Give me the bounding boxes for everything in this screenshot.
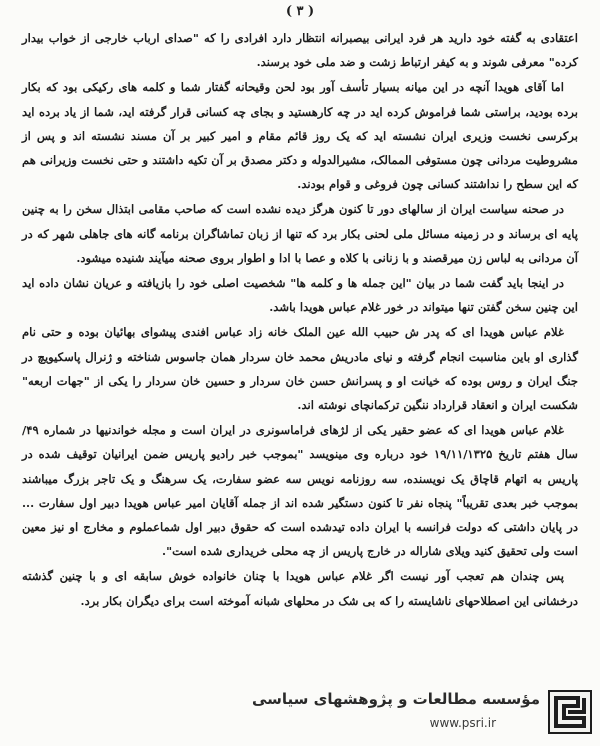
paragraph-3: در صحنه سیاست ایران از سالهای دور تا کنون هرگز دیده نشده است که صاحب مقامی ابتذال سخن را به چنین پایه ای برساند و در زمینه مسائل ملی لحنی بکار برد که تنها از زبان تماشاگران برنامه گانه های جاهلی شهر که در آن مردانی به لباس زن میرقصند و با زنانی با کلاه و عصا با ادا و اطوار بروی صحنه میآیند شنیده میشود. — [22, 202, 578, 265]
page-number: ( ٣ ) — [285, 4, 315, 19]
watermark-url: www.psri.ir — [429, 716, 496, 730]
paragraph-7: پس چندان هم تعجب آور نیست اگر غلام عباس هویدا با چنان خانواده خوش سابقه ای و با چنین گذشته درخشانی این اصطلاحهای ناشایسته را که بی شک در محلهای شبانه آموخته است برای دیگران بکار برد. — [22, 569, 578, 608]
paragraph-6: غلام عباس هویدا ای که عضو حقیر یکی از لژهای فراماسونری در ایران است و مجله خواندنیها در شماره ۴۹/ سال هفتم تاریخ ۱۹/۱۱/۱۳۲۵ خود درباره وی مینویسد "بموجب خبر رادیو پاریس ضمن ایرانیان توقیف شده در پاریس به اتهام قاچاق یک نویسنده، سه روزنامه نویس سه عضو سفارت، یک سرهنگ و یک تاجر بزرگ میباشند بموجب خبر بعدی تقریباً" پنجاه نفر تا کنون دستگیر شده اند از جمله آقایان امیر عباس هویدا دبیر اول سفارت ... در پایان داشتی که دولت فرانسه با ایران داده تیدشده است که حقوق دبیر اول شماعملوم و مخارج او نیز معین است ولی تحقیق کنید ویلای شاراله در خارج پاریس از چه محلی خریداری شده است". — [22, 423, 578, 559]
institute-watermark — [251, 686, 592, 738]
paragraph-1: اعتقادی به گفته خود دارید هر فرد ایرانی بیصبرانه انتظار دارد افرادی را که "صدای ارباب خارجی از خواب بیدار کرده" معرفی شوند و به کیفر ارتباط زشت و ضد ملی خود برسند. — [22, 31, 578, 70]
paragraph-5: غلام عباس هویدا ای که پدر ش حبیب الله عین الملک خانه زاد عباس افندی پیشوای بهائیان بوده و حتی نام گذاری او باین مناسبت انجام گرفته و نیای مادریش محمد خان سردار همان جاسوس شناخته و ژنرال پاسکیویچ در جنگ ایران و روس بوده که خیانت او و پسرانش حسن خان سردار و حسین خان سردار را یکی از "جهات اربعه" شکست ایران و انعقاد قرارداد ننگین ترکمانچای نوشته اند. — [22, 325, 578, 413]
paragraph-4: در اینجا باید گفت شما در بیان "این جمله ها و کلمه ها" شخصیت اصلی خود را بازیافته و عریان نشان داده اید این چنین سخن گفتن تنها میتواند در خور غلام عباس هویدا باشد. — [22, 276, 578, 315]
document-body — [22, 26, 578, 614]
psri-knot-logo-icon — [548, 690, 592, 734]
paragraph-2: اما آقای هویدا آنچه در این میانه بسیار تأسف آور بود لحن وقیحانه گفتار شما و کلمه های رکیکی بود که بکار برده بودید، براستی شما فراموش کرده اید در چه کارهستید و بجای چه کسانی قرار گرفته اید، شما از یاد برده اید برکرسی نخست وزیری ایران نشسته اید که یک روز قائم مقام و امیر کبیر بر آن مسند نشسته اند و پس از مشروطیت مردانی چون مستوفی الممالک، مشیرالدوله و دکتر مصدق بر آن تکیه داشتند و حتی نخست وزیرانی هم که این سطح را نداشتند کسانی چون فروغی و قوام بودند. — [22, 80, 578, 192]
watermark-title: مؤسسه مطالعات و پژوهشهای سیاسی — [251, 690, 540, 708]
